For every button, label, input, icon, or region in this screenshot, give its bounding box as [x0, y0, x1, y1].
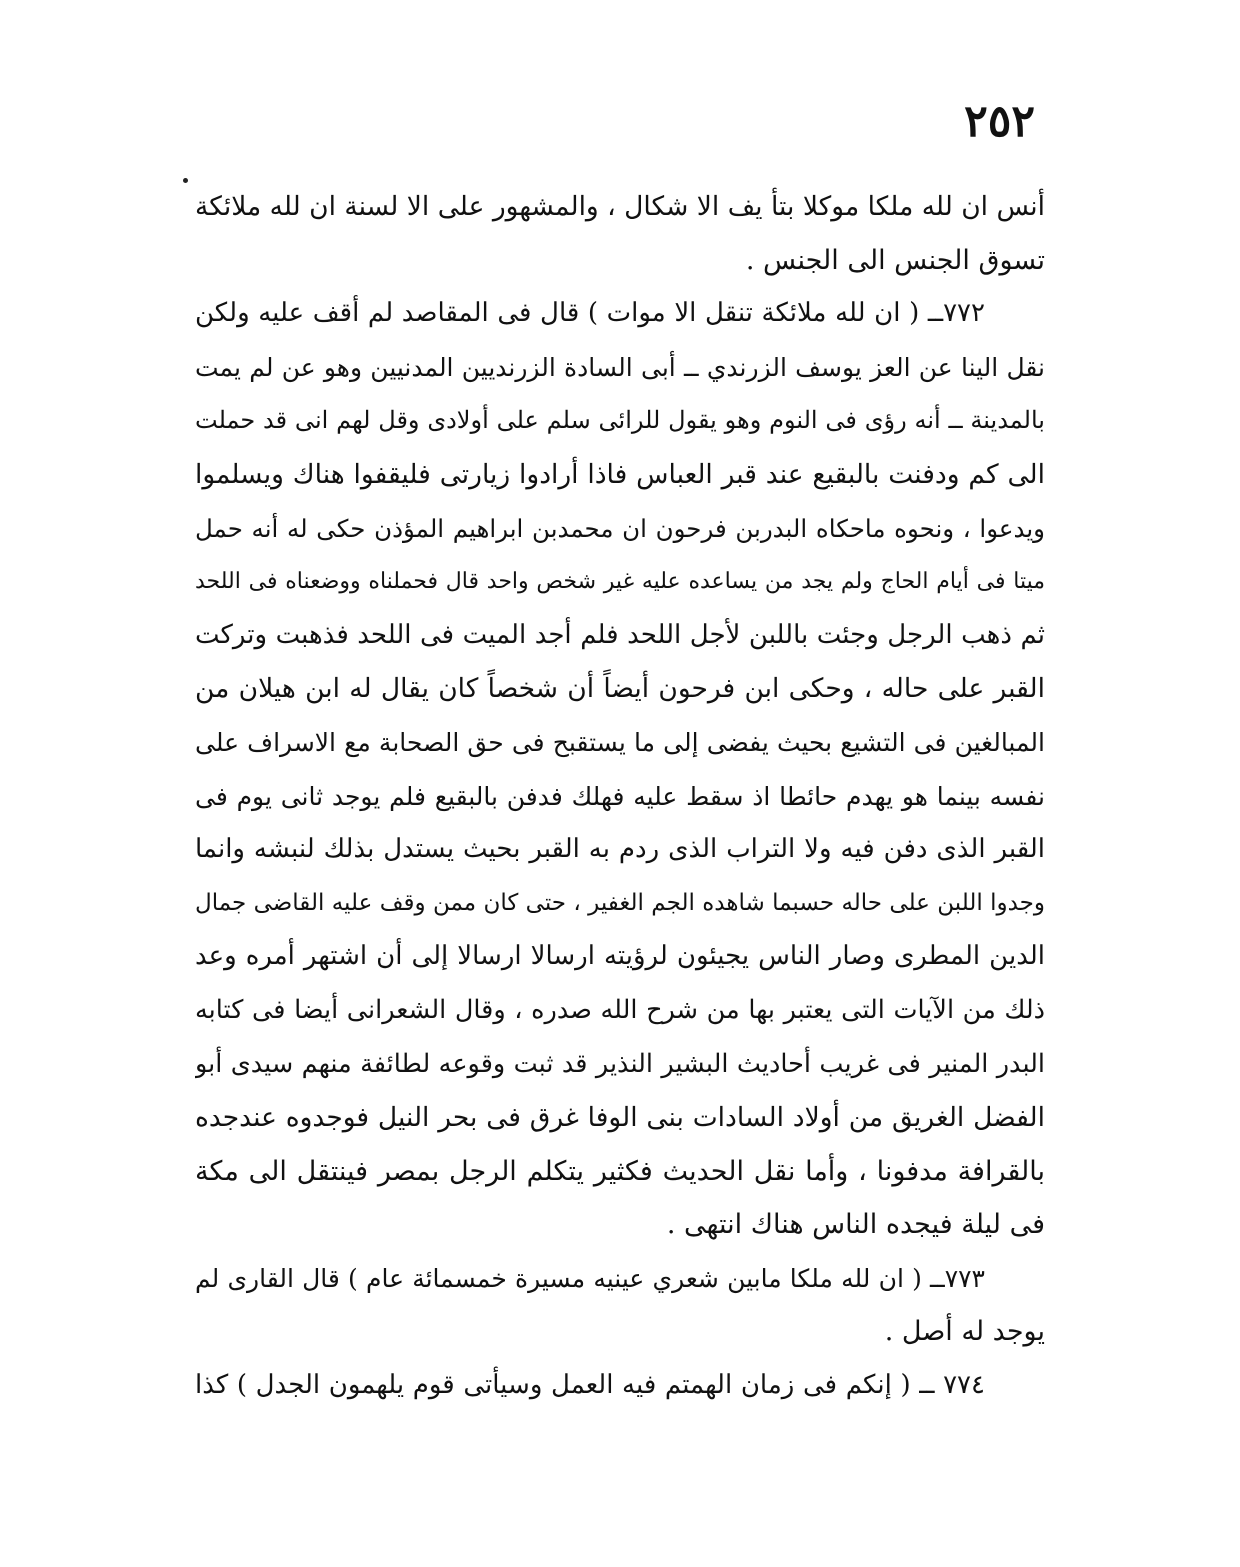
- text-line: الى كم ودفنت بالبقيع عند قبر العباس فاذا أرادوا زيارتى فليقفوا هناك ويسلموا: [195, 458, 1045, 490]
- text-line: ٧٧٣ــ ( ان لله ملكا مابين شعري عينيه مسيرة خمسمائة عام ) قال القارى لم: [195, 1263, 985, 1293]
- text-line: الدين المطرى وصار الناس يجيئون لرؤيته ارسالا ارسالا إلى أن اشتهر أمره وعد: [195, 941, 1045, 972]
- page-number: ٢٥٢: [964, 96, 1035, 147]
- text-line: القبر على حاله ، وحكى ابن فرحون أيضاً أن شخصاً كان يقال له ابن هيلان من: [195, 673, 1045, 705]
- text-line: البدر المنير فى غريب أحاديث البشير النذير قد ثبت وقوعه لطائفة منهم سيدى أبو: [195, 1048, 1045, 1079]
- text-line: ٧٧٤ ــ ( إنكم فى زمان الهمتم فيه العمل وسيأتى قوم يلهمون الجدل ) كذا: [195, 1370, 985, 1401]
- text-line: ثم ذهب الرجل وجئت باللبن لأجل اللحد فلم أجد الميت فى اللحد فذهبت وتركت: [195, 619, 1045, 650]
- text-line: أنس ان لله ملكا موكلا بتأ يف الا شكال ، والمشهور على الا لسنة ان لله ملائكة: [195, 191, 1045, 222]
- body-text: [195, 180, 1045, 1413]
- text-line: بالقرافة مدفونا ، وأما نقل الحديث فكثير يتكلم الرجل بمصر فينتقل الى مكة: [195, 1155, 1045, 1187]
- text-line: ويدعوا ، ونحوه ماحكاه البدربن فرحون ان محمدبن ابراهيم المؤذن حكى له أنه حمل: [195, 513, 1045, 543]
- text-line: ذلك من الآيات التى يعتبر بها من شرح الله صدره ، وقال الشعرانى أيضا فى كتابه: [195, 994, 1045, 1025]
- margin-dot: [183, 178, 188, 183]
- text-line: المبالغين فى التشيع بحيث يفضى إلى ما يستقبح فى حق الصحابة مع الاسراف على: [195, 727, 1045, 757]
- text-line: نفسه بينما هو يهدم حائطا اذ سقط عليه فهلك فدفن بالبقيع فلم يوجد ثانى يوم فى: [195, 781, 1045, 811]
- text-line: ميتا فى أيام الحاج ولم يجد من يساعده عليه غير شخص واحد قال فحملناه ووضعناه فى اللحد: [195, 569, 1045, 595]
- text-line: فى ليلة فيجده الناس هناك انتهى .: [666, 1209, 1045, 1241]
- text-line: وجدوا اللبن على حاله حسبما شاهده الجم الغفير ، حتى كان ممن وقف عليه القاضى جمال: [195, 889, 1045, 916]
- text-line: الفضل الغريق من أولاد السادات بنى الوفا غرق فى بحر النيل فوجدوه عندجده: [195, 1102, 1045, 1134]
- text-line: ٧٧٢ــ ( ان لله ملائكة تنقل الا موات ) قال فى المقاصد لم أقف عليه ولكن: [195, 298, 985, 329]
- text-line: بالمدينة ــ أنه رؤى فى النوم وهو يقول للرائى سلم على أولادى وقل لهم انى قد حملت: [195, 406, 1045, 435]
- text-line: يوجد له أصل .: [884, 1316, 1045, 1348]
- text-line: تسوق الجنس الى الجنس .: [745, 244, 1045, 276]
- text-line: القبر الذى دفن فيه ولا التراب الذى ردم به القبر بحيث يستدل بذلك لنبشه وانما: [195, 834, 1045, 865]
- text-line: نقل الينا عن العز يوسف الزرندي ــ أبى السادة الزرنديين المدنيين وهو عن لم يمت: [195, 352, 1045, 382]
